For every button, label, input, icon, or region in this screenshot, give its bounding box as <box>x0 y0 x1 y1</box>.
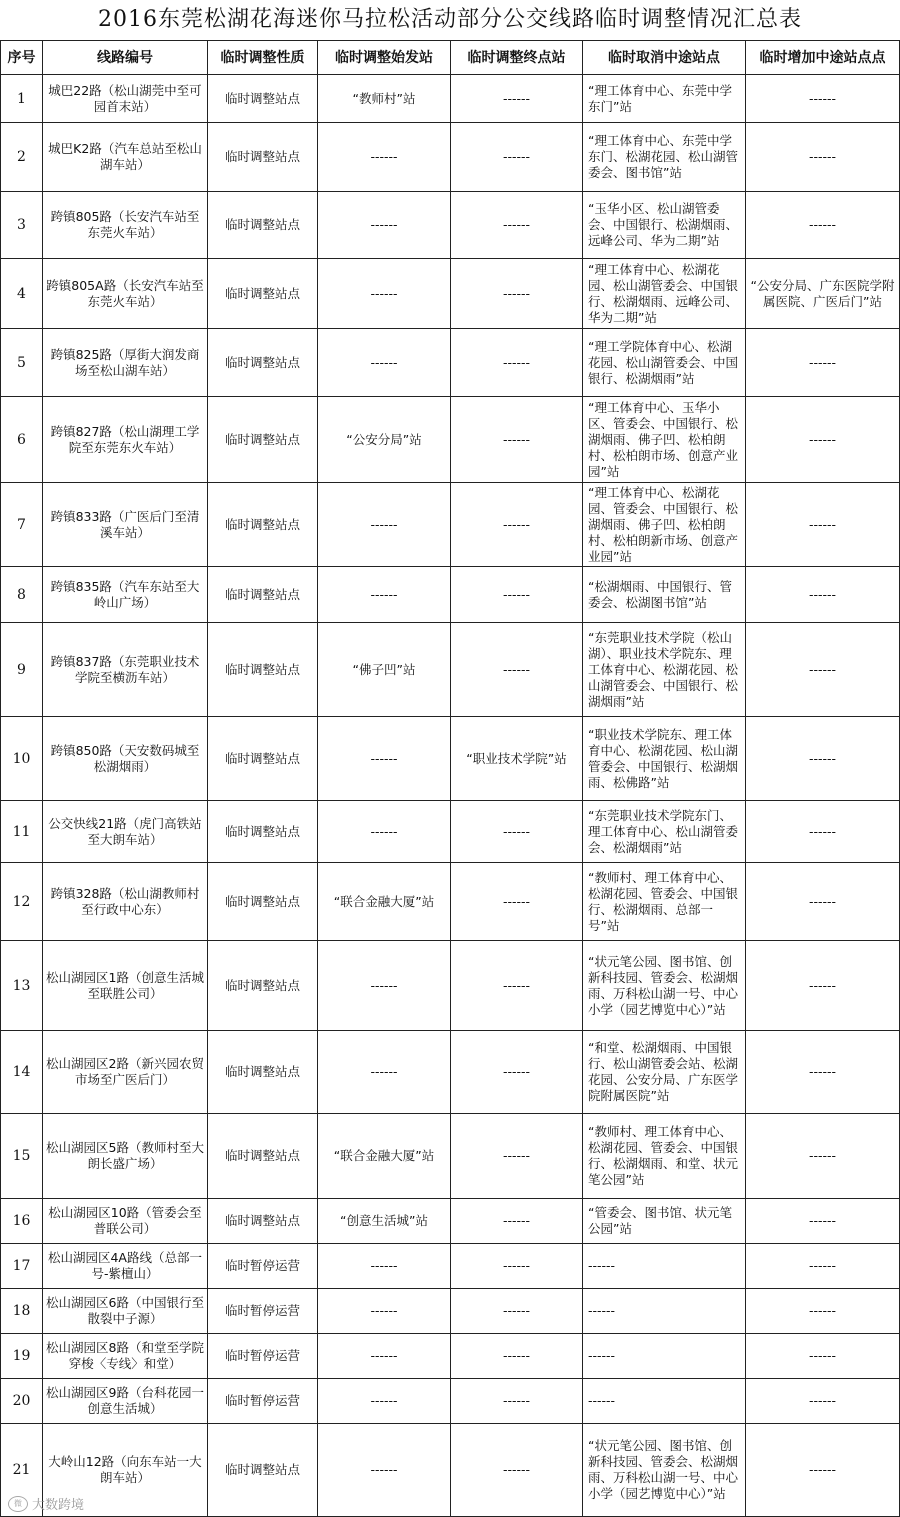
header-seq: 序号 <box>1 41 43 75</box>
table-row <box>1 623 900 717</box>
cancelled-stops: “状元笔公园、图书馆、创新科技园、管委会、松湖烟雨、万科松山湖一号、中心小学（园艺博览中心）”站 <box>583 1424 746 1517</box>
row-seq: 14 <box>1 1031 43 1114</box>
temp-end-station: ------ <box>451 1114 583 1199</box>
route-name: 公交快线21路（虎门高铁站至大朗车站） <box>43 801 208 863</box>
header-add: 临时增加中途站点点 <box>746 41 900 75</box>
temp-start-station: “创意生活城”站 <box>318 1199 451 1244</box>
cancelled-stops: ------ <box>583 1289 746 1334</box>
cancelled-stops: “理工体育中心、东莞中学东门”站 <box>583 75 746 123</box>
cancelled-stops: ------ <box>583 1244 746 1289</box>
adjustment-nature: 临时调整站点 <box>208 75 318 123</box>
adjustment-nature: 临时调整站点 <box>208 192 318 259</box>
adjustment-nature: 临时暂停运营 <box>208 1289 318 1334</box>
temp-end-station: ------ <box>451 259 583 329</box>
adjustment-nature: 临时调整站点 <box>208 717 318 801</box>
header-route: 线路编号 <box>43 41 208 75</box>
table-row <box>1 717 900 801</box>
added-stops: ------ <box>746 717 900 801</box>
added-stops: ------ <box>746 1199 900 1244</box>
row-seq: 11 <box>1 801 43 863</box>
header-end: 临时调整终点站 <box>451 41 583 75</box>
table-row <box>1 192 900 259</box>
added-stops: ------ <box>746 397 900 483</box>
row-seq: 18 <box>1 1289 43 1334</box>
temp-end-station: ------ <box>451 75 583 123</box>
route-name: 松山湖园区2路（新兴园农贸市场至广医后门） <box>43 1031 208 1114</box>
table-row <box>1 483 900 567</box>
temp-start-station: ------ <box>318 123 451 192</box>
row-seq: 15 <box>1 1114 43 1199</box>
route-name: 松山湖园区9路（台科花园一创意生活城） <box>43 1379 208 1424</box>
added-stops: ------ <box>746 123 900 192</box>
row-seq: 5 <box>1 329 43 397</box>
header-cancel: 临时取消中途站点 <box>583 41 746 75</box>
temp-end-station: ------ <box>451 1334 583 1379</box>
temp-end-station: “职业技术学院”站 <box>451 717 583 801</box>
adjustment-nature: 临时调整站点 <box>208 801 318 863</box>
added-stops: ------ <box>746 1031 900 1114</box>
route-name: 跨镇825路（厚街大润发商场至松山湖车站） <box>43 329 208 397</box>
row-seq: 1 <box>1 75 43 123</box>
added-stops: ------ <box>746 1424 900 1517</box>
added-stops: ------ <box>746 483 900 567</box>
route-name: 跨镇328路（松山湖教师村至行政中心东） <box>43 863 208 941</box>
adjustment-nature: 临时调整站点 <box>208 863 318 941</box>
row-seq: 9 <box>1 623 43 717</box>
watermark-text: 大数跨境 <box>32 1498 85 1513</box>
adjustment-nature: 临时调整站点 <box>208 329 318 397</box>
route-name: 跨镇837路（东莞职业技术学院至横沥车站） <box>43 623 208 717</box>
added-stops: “公安分局、广东医院学附属医院、广医后门”站 <box>746 259 900 329</box>
added-stops: ------ <box>746 623 900 717</box>
adjustment-nature: 临时调整站点 <box>208 1199 318 1244</box>
row-seq: 3 <box>1 192 43 259</box>
table-row <box>1 259 900 329</box>
header-start: 临时调整始发站 <box>318 41 451 75</box>
temp-start-station: “联合金融大厦”站 <box>318 1114 451 1199</box>
bus-route-table <box>0 40 900 1517</box>
cancelled-stops: “理工体育中心、东莞中学东门、松湖花园、松山湖管委会、图书馆”站 <box>583 123 746 192</box>
route-name: 松山湖园区10路（管委会至普联公司） <box>43 1199 208 1244</box>
temp-start-station: ------ <box>318 1424 451 1517</box>
row-seq: 2 <box>1 123 43 192</box>
row-seq: 16 <box>1 1199 43 1244</box>
row-seq: 19 <box>1 1334 43 1379</box>
temp-end-station: ------ <box>451 801 583 863</box>
temp-start-station: ------ <box>318 717 451 801</box>
table-header-row <box>1 41 900 75</box>
route-name: 大岭山12路（向东车站一大朗车站） <box>43 1424 208 1517</box>
route-name: 城巴22路（松山湖莞中至可园首末站） <box>43 75 208 123</box>
table-row <box>1 123 900 192</box>
adjustment-nature: 临时调整站点 <box>208 1031 318 1114</box>
table-row <box>1 567 900 623</box>
weibo-logo-icon: 微 <box>8 1496 28 1512</box>
adjustment-nature: 临时暂停运营 <box>208 1379 318 1424</box>
cancelled-stops: “松湖烟雨、中国银行、管委会、松湖图书馆”站 <box>583 567 746 623</box>
temp-end-station: ------ <box>451 1289 583 1334</box>
temp-end-station: ------ <box>451 567 583 623</box>
adjustment-nature: 临时调整站点 <box>208 397 318 483</box>
temp-end-station: ------ <box>451 1424 583 1517</box>
header-nature: 临时调整性质 <box>208 41 318 75</box>
adjustment-nature: 临时调整站点 <box>208 1424 318 1517</box>
adjustment-nature: 临时调整站点 <box>208 567 318 623</box>
added-stops: ------ <box>746 941 900 1031</box>
row-seq: 17 <box>1 1244 43 1289</box>
cancelled-stops: “东莞职业技术学院东门、理工体育中心、松山湖管委会、松湖烟雨”站 <box>583 801 746 863</box>
temp-end-station: ------ <box>451 941 583 1031</box>
watermark <box>8 1494 84 1513</box>
table-row <box>1 75 900 123</box>
added-stops: ------ <box>746 567 900 623</box>
temp-start-station: “佛子凹”站 <box>318 623 451 717</box>
temp-start-station: ------ <box>318 483 451 567</box>
temp-end-station: ------ <box>451 1199 583 1244</box>
adjustment-nature: 临时调整站点 <box>208 123 318 192</box>
added-stops: ------ <box>746 75 900 123</box>
temp-end-station: ------ <box>451 623 583 717</box>
temp-start-station: ------ <box>318 1289 451 1334</box>
added-stops: ------ <box>746 1379 900 1424</box>
row-seq: 20 <box>1 1379 43 1424</box>
added-stops: ------ <box>746 192 900 259</box>
table-row <box>1 1199 900 1244</box>
temp-start-station: ------ <box>318 1244 451 1289</box>
temp-end-station: ------ <box>451 123 583 192</box>
cancelled-stops: “理工学院体育中心、松湖花园、松山湖管委会、中国银行、松湖烟雨”站 <box>583 329 746 397</box>
added-stops: ------ <box>746 329 900 397</box>
adjustment-nature: 临时暂停运营 <box>208 1334 318 1379</box>
temp-start-station: ------ <box>318 259 451 329</box>
table-row <box>1 941 900 1031</box>
cancelled-stops: “教师村、理工体育中心、松湖花园、管委会、中国银行、松湖烟雨、和堂、状元笔公园”站 <box>583 1114 746 1199</box>
cancelled-stops: “玉华小区、松山湖管委会、中国银行、松湖烟雨、远峰公司、华为二期”站 <box>583 192 746 259</box>
route-name: 跨镇805A路（长安汽车站至东莞火车站） <box>43 259 208 329</box>
table-row <box>1 1424 900 1517</box>
added-stops: ------ <box>746 1334 900 1379</box>
table-row <box>1 1334 900 1379</box>
route-name: 跨镇835路（汽车东站至大岭山广场） <box>43 567 208 623</box>
table-row <box>1 1031 900 1114</box>
row-seq: 8 <box>1 567 43 623</box>
table-row <box>1 1244 900 1289</box>
added-stops: ------ <box>746 1289 900 1334</box>
row-seq: 21 <box>1 1424 43 1517</box>
temp-end-station: ------ <box>451 397 583 483</box>
route-name: 跨镇833路（广医后门至清溪车站） <box>43 483 208 567</box>
row-seq: 13 <box>1 941 43 1031</box>
table-row <box>1 329 900 397</box>
temp-start-station: ------ <box>318 1379 451 1424</box>
page-title: 2016东莞松湖花海迷你马拉松活动部分公交线路临时调整情况汇总表 <box>98 7 802 32</box>
route-name: 跨镇850路（天安数码城至松湖烟雨） <box>43 717 208 801</box>
added-stops: ------ <box>746 801 900 863</box>
route-name: 松山湖园区5路（教师村至大朗长盛广场） <box>43 1114 208 1199</box>
adjustment-nature: 临时调整站点 <box>208 623 318 717</box>
added-stops: ------ <box>746 863 900 941</box>
added-stops: ------ <box>746 1114 900 1199</box>
adjustment-nature: 临时调整站点 <box>208 941 318 1031</box>
table-row <box>1 801 900 863</box>
cancelled-stops: “职业技术学院东、理工体育中心、松湖花园、松山湖管委会、中国银行、松湖烟雨、松佛路”站 <box>583 717 746 801</box>
cancelled-stops: ------ <box>583 1379 746 1424</box>
temp-start-station: “联合金融大厦”站 <box>318 863 451 941</box>
row-seq: 6 <box>1 397 43 483</box>
route-name: 松山湖园区1路（创意生活城至联胜公司） <box>43 941 208 1031</box>
table-row <box>1 1289 900 1334</box>
route-name: 松山湖园区6路（中国银行至散裂中子源） <box>43 1289 208 1334</box>
temp-start-station: ------ <box>318 1031 451 1114</box>
cancelled-stops: “理工体育中心、松湖花园、管委会、中国银行、松湖烟雨、佛子凹、松柏朗村、松柏朗新市场、创意产业园”站 <box>583 483 746 567</box>
cancelled-stops: “状元笔公园、图书馆、创新科技园、管委会、松湖烟雨、万科松山湖一号、中心小学（园艺博览中心）”站 <box>583 941 746 1031</box>
temp-start-station: “教师村”站 <box>318 75 451 123</box>
temp-start-station: ------ <box>318 192 451 259</box>
cancelled-stops: “教师村、理工体育中心、松湖花园、管委会、中国银行、松湖烟雨、总部一号”站 <box>583 863 746 941</box>
table-row <box>1 397 900 483</box>
temp-start-station: ------ <box>318 801 451 863</box>
adjustment-nature: 临时调整站点 <box>208 1114 318 1199</box>
table-row <box>1 1114 900 1199</box>
row-seq: 4 <box>1 259 43 329</box>
cancelled-stops: “理工体育中心、松湖花园、松山湖管委会、中国银行、松湖烟雨、远峰公司、华为二期”站 <box>583 259 746 329</box>
temp-end-station: ------ <box>451 863 583 941</box>
cancelled-stops: “东莞职业技术学院（松山湖）、职业技术学院东、理工体育中心、松湖花园、松山湖管委会、中国银行、松湖烟雨”站 <box>583 623 746 717</box>
temp-end-station: ------ <box>451 483 583 567</box>
route-name: 松山湖园区8路（和堂至学院穿梭〈专线〉和堂） <box>43 1334 208 1379</box>
temp-end-station: ------ <box>451 192 583 259</box>
route-name: 跨镇827路（松山湖理工学院至东莞东火车站） <box>43 397 208 483</box>
adjustment-nature: 临时调整站点 <box>208 483 318 567</box>
row-seq: 12 <box>1 863 43 941</box>
table-row <box>1 863 900 941</box>
cancelled-stops: “管委会、图书馆、状元笔公园”站 <box>583 1199 746 1244</box>
table-row <box>1 1379 900 1424</box>
temp-end-station: ------ <box>451 329 583 397</box>
temp-start-station: “公安分局”站 <box>318 397 451 483</box>
temp-start-station: ------ <box>318 941 451 1031</box>
added-stops: ------ <box>746 1244 900 1289</box>
route-name: 跨镇805路（长安汽车站至东莞火车站） <box>43 192 208 259</box>
temp-start-station: ------ <box>318 1334 451 1379</box>
row-seq: 10 <box>1 717 43 801</box>
route-name: 松山湖园区4A路线（总部一号-紫檀山） <box>43 1244 208 1289</box>
row-seq: 7 <box>1 483 43 567</box>
route-name: 城巴K2路（汽车总站至松山湖车站） <box>43 123 208 192</box>
cancelled-stops: ------ <box>583 1334 746 1379</box>
temp-end-station: ------ <box>451 1031 583 1114</box>
temp-end-station: ------ <box>451 1379 583 1424</box>
temp-start-station: ------ <box>318 567 451 623</box>
adjustment-nature: 临时暂停运营 <box>208 1244 318 1289</box>
cancelled-stops: “和堂、松湖烟雨、中国银行、松山湖管委会站、松湖花园、公安分局、广东医学院附属医院”站 <box>583 1031 746 1114</box>
temp-start-station: ------ <box>318 329 451 397</box>
adjustment-nature: 临时调整站点 <box>208 259 318 329</box>
cancelled-stops: “理工体育中心、玉华小区、管委会、中国银行、松湖烟雨、佛子凹、松柏朗村、松柏朗市场、创意产业园”站 <box>583 397 746 483</box>
temp-end-station: ------ <box>451 1244 583 1289</box>
